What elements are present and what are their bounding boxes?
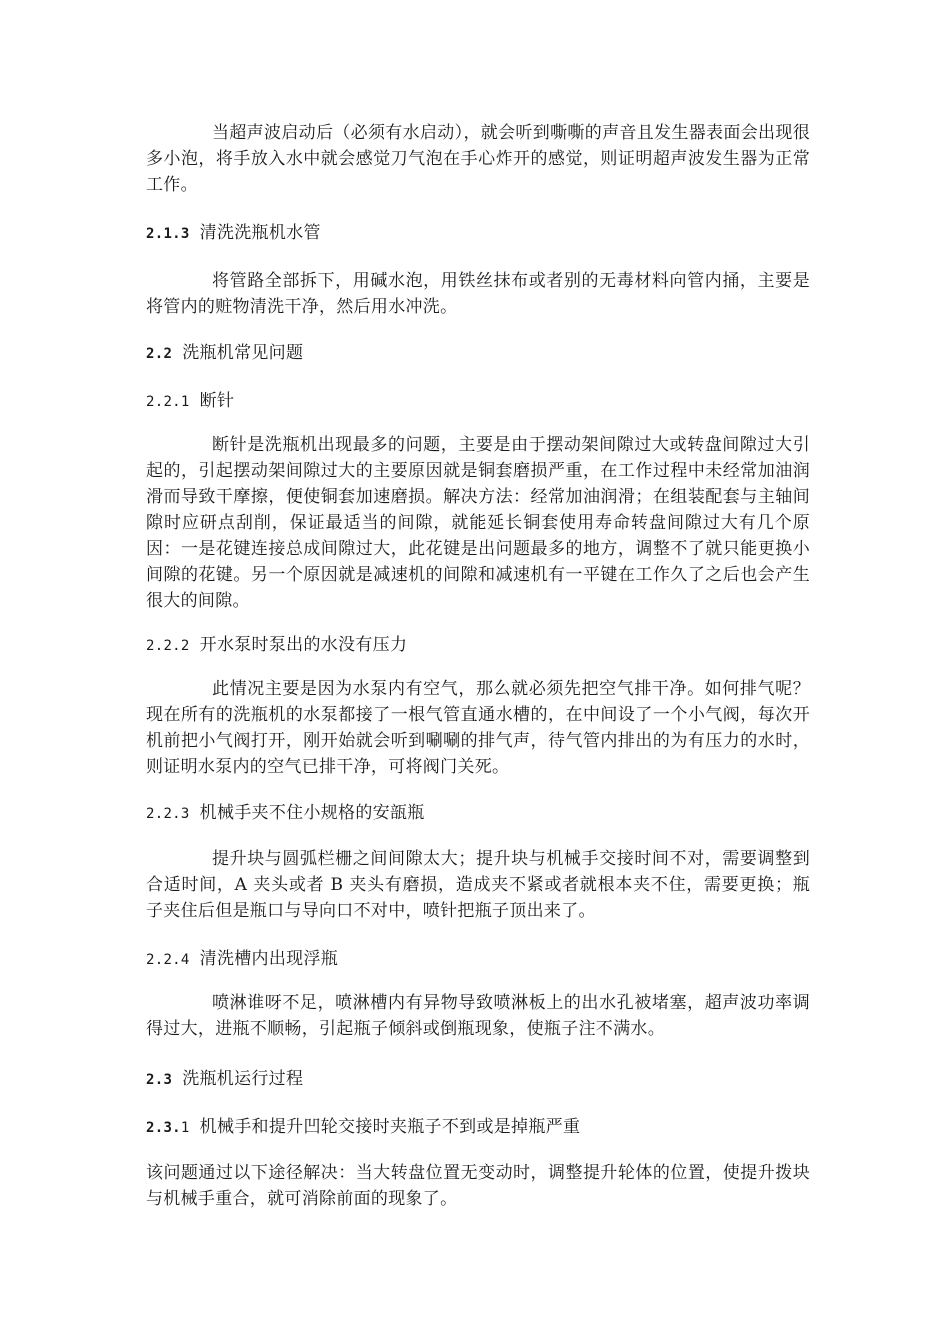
heading-title: 机械手夹不住小规格的安瓿瓶 xyxy=(199,803,425,823)
paragraph-clean-pipes: 将管路全部拆下，用碱水泡，用铁丝抹布或者别的无毒材料向管内捅，主要是将管内的赃物清洗干净，然后用水冲洗。 xyxy=(146,271,810,317)
heading-title: 洗瓶机运行过程 xyxy=(182,1069,304,1089)
heading-title: 断针 xyxy=(199,391,235,411)
heading-title: 开水泵时泵出的水没有压力 xyxy=(199,635,408,655)
heading-2-1-3 xyxy=(146,220,321,247)
heading-2-2 xyxy=(146,340,303,367)
paragraph-gripper-issue: 提升块与圆弧栏栅之间间隙太大；提升块与机械手交接时间不对，需要调整到合适时间，A 夹头或者 B 夹头有磨损，造成夹不紧或者就根本夹不住，需要更换；瓶子夹住后但是瓶口与导向口不对中，喷针把瓶子顶出来了。 xyxy=(146,849,810,921)
heading-2-3 xyxy=(146,1066,303,1093)
heading-title: 洗瓶机常见问题 xyxy=(182,343,304,363)
heading-title: 清洗槽内出现浮瓶 xyxy=(199,949,339,969)
paragraph-floating-bottles: 喷淋谁呀不足，喷淋槽内有异物导致喷淋板上的出水孔被堵塞，超声波功率调得过大，进瓶不顺畅，引起瓶子倾斜或倒瓶现象，使瓶子注不满水。 xyxy=(146,993,810,1039)
heading-number: 2.2.4 xyxy=(146,952,190,968)
heading-number: 2.2.3 xyxy=(146,806,190,822)
heading-number: 2.3 xyxy=(146,1072,173,1088)
heading-number: 2.2.1 xyxy=(146,394,190,410)
heading-title: 清洗洗瓶机水管 xyxy=(199,223,321,243)
heading-2-2-1 xyxy=(146,388,234,415)
heading-2-2-3 xyxy=(146,800,425,827)
heading-number: 2.2.2 xyxy=(146,638,190,654)
paragraph-gripper-handoff: 该问题通过以下途径解决：当大转盘位置无变动时，调整提升轮体的位置，使提升拨块与机械手重合，就可消除前面的现象了。 xyxy=(146,1163,810,1209)
heading-title: 机械手和提升凹轮交接时夹瓶子不到或是掉瓶严重 xyxy=(199,1117,581,1137)
heading-number-tail: 1 xyxy=(180,1120,190,1136)
heading-2-2-2 xyxy=(146,632,407,659)
heading-2-2-4 xyxy=(146,946,338,973)
paragraph-ultrasonic-check: 当超声波启动后（必须有水启动），就会听到嘶嘶的声音且发生器表面会出现很多小泡，将手放入水中就会感觉刀气泡在手心炸开的感觉，则证明超声波发生器为正常工作。 xyxy=(146,123,810,195)
heading-number: 2.2 xyxy=(146,346,173,362)
paragraph-broken-needle: 断针是洗瓶机出现最多的问题，主要是由于摆动架间隙过大或转盘间隙过大引起的，引起摆动架间隙过大的主要原因就是铜套磨损严重，在工作过程中未经常加油润滑而导致干摩擦，便使铜套加速磨损。解决方法：经常加油润滑；在组装配套与主轴间隙时应研点刮削，保证最适当的间隙，就能延长铜套使用寿命转盘间隙过大有几个原因：一是花键连接总成间隙过大，此花键是出问题最多的地方，调整不了就只能更换小间隙的花键。另一个原因就是减速机的间隙和减速机有一平键在工作久了之后也会产生很大的间隙。 xyxy=(146,435,810,611)
heading-2-3-1 xyxy=(146,1114,580,1141)
heading-number-main: 2.3. xyxy=(146,1120,181,1136)
heading-number: 2.1.3 xyxy=(146,226,190,242)
paragraph-pump-pressure: 此情况主要是因为水泵内有空气，那么就必须先把空气排干净。如何排气呢？现在所有的洗瓶机的水泵都接了一根气管直通水槽的，在中间设了一个小气阀，每次开机前把小气阀打开，刚开始就会听到唰唰的排气声，待气管内排出的为有压力的水时，则证明水泵内的空气已排干净，可将阀门关死。 xyxy=(146,679,810,777)
